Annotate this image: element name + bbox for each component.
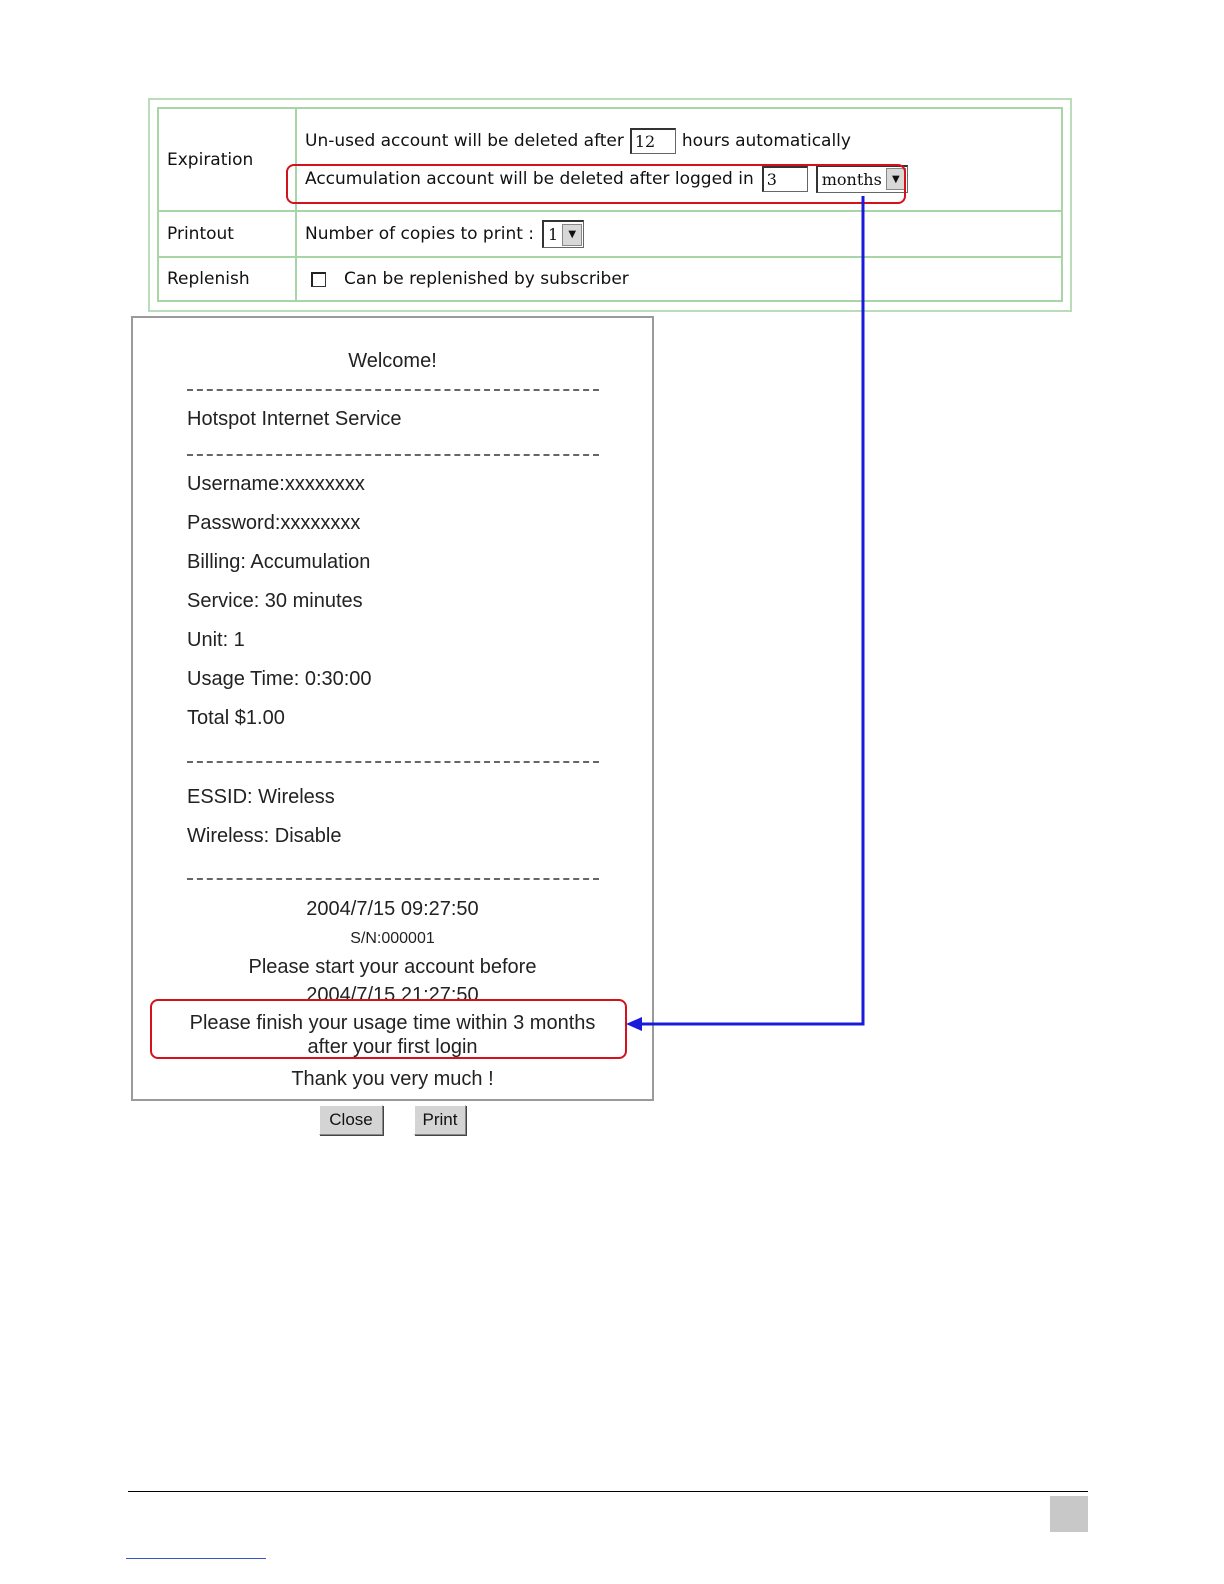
receipt-datetime: 2004/7/15 09:27:50 — [306, 898, 479, 920]
unused-suffix-text: hours automatically — [681, 130, 851, 151]
receipt-serial: S/N:000001 — [350, 930, 435, 947]
receipt-service-name: Hotspot Internet Service — [187, 408, 402, 430]
footer-link-underline — [126, 1558, 266, 1559]
receipt-wireless: Wireless: Disable — [187, 825, 342, 847]
footer-rule — [128, 1491, 1088, 1492]
accum-unit-value: months — [821, 169, 882, 189]
copies-value: 1 — [548, 225, 559, 244]
chevron-down-icon[interactable]: ▼ — [562, 224, 582, 246]
accum-prefix-text: Accumulation account will be deleted after logged in — [305, 168, 754, 189]
accum-value-input[interactable]: 3 — [762, 166, 808, 192]
receipt-start-date: 2004/7/15 21:27:50 — [306, 984, 479, 1006]
receipt-total: Total $1.00 — [187, 707, 285, 729]
receipt-username: Username:xxxxxxxx — [187, 473, 365, 495]
receipt-thanks: Thank you very much ! — [291, 1068, 494, 1090]
print-button[interactable]: Print — [414, 1105, 466, 1135]
receipt-billing: Billing: Accumulation — [187, 551, 371, 573]
copies-text: Number of copies to print : — [305, 224, 535, 244]
receipt-finish-line2: after your first login — [307, 1036, 478, 1058]
receipt-password: Password:xxxxxxxx — [187, 512, 361, 534]
receipt-usage-time: Usage Time: 0:30:00 — [187, 668, 372, 690]
unused-hours-input[interactable]: 12 — [630, 128, 676, 154]
receipt-essid: ESSID: Wireless — [187, 786, 335, 808]
receipt-start-before: Please start your account before — [248, 956, 537, 978]
expiration-label: Expiration — [158, 108, 296, 211]
receipt-unit: Unit: 1 — [187, 629, 245, 651]
replenish-label: Replenish — [158, 257, 296, 301]
receipt-finish-line1: Please finish your usage time within 3 months — [189, 1012, 596, 1034]
receipt-service: Service: 30 minutes — [187, 590, 363, 612]
replenish-text: Can be replenished by subscriber — [344, 269, 629, 289]
page-number-box — [1050, 1496, 1088, 1532]
chevron-down-icon[interactable]: ▼ — [886, 168, 906, 190]
receipt-welcome: Welcome! — [348, 350, 437, 372]
unused-prefix-text: Un-used account will be deleted after — [305, 130, 624, 151]
printout-label: Printout — [158, 211, 296, 257]
close-button[interactable]: Close — [319, 1105, 383, 1135]
